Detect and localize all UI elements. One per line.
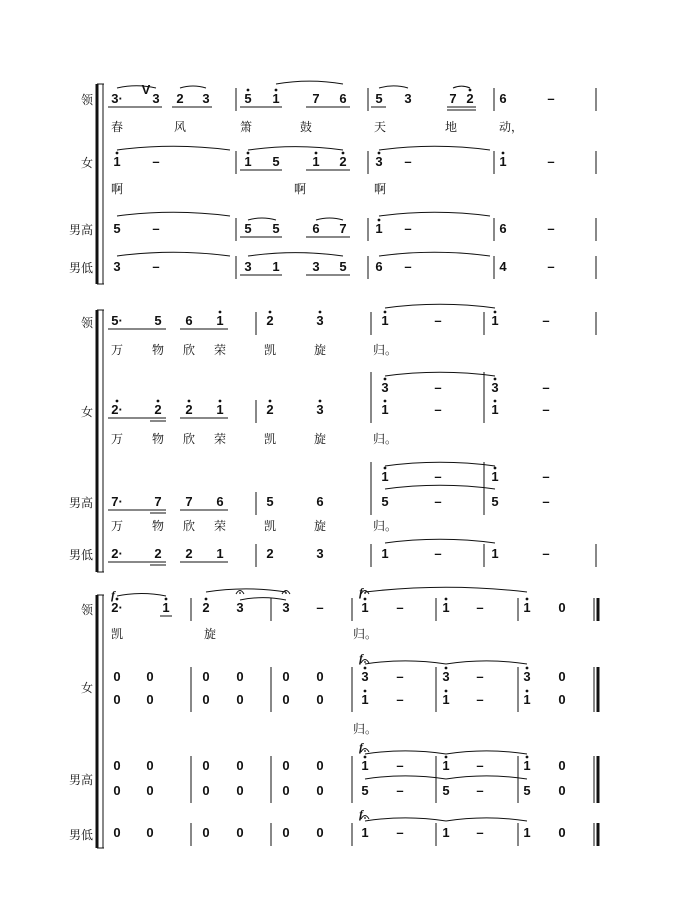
note: 1	[491, 313, 499, 328]
lyric: 凯	[263, 519, 277, 533]
note: 1	[113, 154, 121, 169]
note: –	[476, 600, 484, 615]
note: 7	[449, 91, 457, 106]
octave-dot	[116, 152, 119, 155]
note: 3	[244, 259, 252, 274]
note: 6	[312, 221, 320, 236]
slur	[385, 462, 495, 466]
note: 2	[266, 313, 274, 328]
note: –	[476, 758, 484, 773]
note: 3	[523, 669, 531, 684]
note: 1	[442, 600, 450, 615]
note: 1	[216, 402, 224, 417]
note: 1	[375, 221, 383, 236]
note: –	[476, 669, 484, 684]
slur	[365, 751, 446, 754]
note: 5	[266, 494, 274, 509]
note: 0	[236, 825, 244, 840]
dynamic-mark: f	[359, 651, 363, 665]
note: –	[547, 221, 555, 236]
dynamic-mark: f	[111, 588, 115, 602]
slur	[276, 81, 343, 84]
part-label: 领	[80, 93, 93, 107]
lyric: 旋	[313, 519, 327, 533]
slur	[248, 218, 276, 220]
lyric: 欣	[182, 432, 196, 446]
note: 5·	[111, 313, 123, 328]
note: 1	[491, 402, 499, 417]
slur	[446, 751, 527, 754]
note: 3	[361, 669, 369, 684]
part-label: 女	[80, 405, 93, 419]
dynamic-mark: f	[359, 585, 363, 599]
octave-dot	[364, 598, 367, 601]
note: 1	[523, 758, 531, 773]
note: 0	[282, 669, 290, 684]
lyric: 风	[173, 120, 187, 134]
octave-dot	[469, 89, 472, 92]
note: –	[547, 91, 555, 106]
slur	[385, 539, 495, 543]
note: 0	[316, 758, 324, 773]
lyric: 物	[151, 432, 165, 446]
note: 1	[272, 259, 280, 274]
note: –	[547, 259, 555, 274]
slur	[379, 146, 490, 150]
octave-dot	[269, 400, 272, 403]
note: –	[434, 494, 442, 509]
slur	[379, 252, 490, 256]
note: 0	[236, 783, 244, 798]
note: 0	[113, 758, 121, 773]
note: 2	[266, 402, 274, 417]
note: 0	[146, 783, 154, 798]
octave-dot	[494, 378, 497, 381]
lyric: 万	[110, 343, 124, 357]
lyric: 荣	[213, 519, 227, 533]
part-label: 女	[80, 156, 93, 170]
lyric: 啊	[373, 182, 387, 196]
lyric: 归。	[372, 343, 398, 357]
note: 2	[185, 402, 193, 417]
note: 2	[176, 91, 184, 106]
lyric: 万	[110, 519, 124, 533]
note: 7·	[111, 494, 123, 509]
note: 5	[244, 221, 252, 236]
note: –	[152, 259, 160, 274]
note: –	[404, 154, 412, 169]
note: 0	[236, 669, 244, 684]
note: 6	[499, 221, 507, 236]
lyric: 旋	[203, 627, 217, 641]
part-label: 领	[80, 316, 93, 330]
octave-dot	[494, 311, 497, 314]
lyric: 鼓	[299, 120, 313, 134]
note: 4	[499, 259, 507, 274]
note: 0	[113, 825, 121, 840]
note: 5	[154, 313, 162, 328]
note: 5	[272, 154, 280, 169]
note: 6	[375, 259, 383, 274]
lyric: 旋	[313, 432, 327, 446]
note: 0	[146, 825, 154, 840]
note: 5	[339, 259, 347, 274]
octave-dot	[269, 311, 272, 314]
note: 3	[316, 402, 324, 417]
octave-dot	[378, 219, 381, 222]
octave-dot	[384, 400, 387, 403]
octave-dot	[526, 598, 529, 601]
lyric: 地	[444, 120, 458, 134]
lyric: 物	[151, 343, 165, 357]
note: 0	[202, 758, 210, 773]
note: 3	[312, 259, 320, 274]
octave-dot	[526, 756, 529, 759]
note: 5	[244, 91, 252, 106]
note: –	[396, 669, 404, 684]
slur	[206, 589, 286, 592]
slur	[365, 661, 446, 664]
octave-dot	[315, 152, 318, 155]
note: 1	[442, 758, 450, 773]
slur	[385, 485, 495, 489]
octave-dot	[219, 400, 222, 403]
lyric: 啊	[110, 182, 124, 196]
note: –	[434, 546, 442, 561]
note: 2·	[111, 402, 123, 417]
note: –	[547, 154, 555, 169]
octave-dot	[319, 400, 322, 403]
lyric: 凯	[263, 432, 277, 446]
note: –	[542, 494, 550, 509]
note: 1	[272, 91, 280, 106]
slur	[248, 147, 343, 150]
octave-dot	[247, 89, 250, 92]
octave-dot	[165, 598, 168, 601]
note: 0	[316, 783, 324, 798]
slur	[379, 212, 490, 216]
note: 0	[558, 669, 566, 684]
note: –	[404, 221, 412, 236]
fermata-dot	[364, 750, 366, 752]
part-label: 男高	[68, 496, 93, 510]
octave-dot	[188, 400, 191, 403]
note: 6	[216, 494, 224, 509]
part-label: 男低	[68, 548, 93, 562]
slur	[365, 776, 446, 779]
lyric: 归。	[372, 519, 398, 533]
note: 0	[316, 669, 324, 684]
note: –	[152, 221, 160, 236]
octave-dot	[526, 667, 529, 670]
note: 3	[202, 91, 210, 106]
note: –	[434, 380, 442, 395]
octave-dot	[364, 756, 367, 759]
note: 0	[558, 783, 566, 798]
note: 5	[381, 494, 389, 509]
note: 1	[381, 313, 389, 328]
octave-dot	[342, 152, 345, 155]
note: –	[396, 692, 404, 707]
octave-dot	[116, 598, 119, 601]
note: 3	[236, 600, 244, 615]
note: 5	[442, 783, 450, 798]
slur	[446, 661, 527, 664]
fermata-dot	[364, 661, 366, 663]
note: 6	[499, 91, 507, 106]
note: 0	[316, 825, 324, 840]
part-label: 男高	[68, 223, 93, 237]
part-label: 男低	[68, 261, 93, 275]
note: 0	[113, 692, 121, 707]
octave-dot	[445, 690, 448, 693]
fermata-dot	[239, 592, 241, 594]
fermata-dot	[285, 592, 287, 594]
part-label: 男低	[68, 828, 93, 842]
note: 1	[381, 469, 389, 484]
note: 0	[202, 783, 210, 798]
lyric: 欣	[182, 343, 196, 357]
note: 7	[312, 91, 320, 106]
slur	[385, 304, 495, 308]
note: 2	[202, 600, 210, 615]
lyric: 啊	[293, 182, 307, 196]
slur	[240, 598, 286, 600]
part-label: 男高	[68, 773, 93, 787]
note: 0	[282, 825, 290, 840]
note: 0	[146, 669, 154, 684]
note: 2	[154, 402, 162, 417]
octave-dot	[445, 667, 448, 670]
note: 6	[316, 494, 324, 509]
note: 1	[381, 402, 389, 417]
octave-dot	[364, 690, 367, 693]
note: 5	[375, 91, 383, 106]
note: 0	[282, 758, 290, 773]
note: 6	[185, 313, 193, 328]
breath-mark: V	[141, 82, 151, 97]
fermata-dot	[364, 817, 366, 819]
note: 0	[236, 692, 244, 707]
note: 2	[339, 154, 347, 169]
note: 2	[154, 546, 162, 561]
octave-dot	[445, 598, 448, 601]
note: 1	[523, 692, 531, 707]
note: –	[152, 154, 160, 169]
note: 3	[113, 259, 121, 274]
note: 0	[236, 758, 244, 773]
note: 0	[282, 692, 290, 707]
lyric: 箫	[239, 120, 253, 134]
octave-dot	[526, 690, 529, 693]
lyric: 凯	[263, 343, 277, 357]
octave-dot	[116, 400, 119, 403]
octave-dot	[247, 152, 250, 155]
note: 0	[202, 669, 210, 684]
note: 0	[202, 692, 210, 707]
note: –	[396, 758, 404, 773]
note: 1	[162, 600, 170, 615]
note: 3	[375, 154, 383, 169]
note: 1	[491, 546, 499, 561]
note: –	[434, 313, 442, 328]
slur	[117, 146, 230, 150]
note: 7	[339, 221, 347, 236]
slur	[316, 218, 343, 220]
octave-dot	[502, 152, 505, 155]
lyric: 凯	[110, 627, 124, 641]
note: –	[542, 546, 550, 561]
note: 1	[442, 825, 450, 840]
octave-dot	[384, 311, 387, 314]
note: 2·	[111, 546, 123, 561]
note: 1	[361, 825, 369, 840]
slur	[365, 587, 527, 592]
note: 1	[442, 692, 450, 707]
lyric: 天	[373, 120, 387, 134]
lyric: 物	[151, 519, 165, 533]
octave-dot	[384, 467, 387, 470]
note: 7	[185, 494, 193, 509]
octave-dot	[445, 756, 448, 759]
octave-dot	[494, 400, 497, 403]
note: –	[476, 825, 484, 840]
lyric: 旋	[313, 343, 327, 357]
slur	[365, 818, 446, 821]
part-label: 领	[80, 603, 93, 617]
note: 0	[146, 692, 154, 707]
note: 0	[558, 600, 566, 615]
lyric: 春	[110, 120, 124, 134]
note: 5	[361, 783, 369, 798]
note: 1	[499, 154, 507, 169]
note: 1	[361, 692, 369, 707]
note: 3	[282, 600, 290, 615]
note: 2	[185, 546, 193, 561]
dynamic-mark: f	[359, 740, 363, 754]
note: 0	[146, 758, 154, 773]
note: 1	[361, 600, 369, 615]
note: 1	[216, 546, 224, 561]
slur	[117, 594, 166, 596]
octave-dot	[364, 667, 367, 670]
lyric: 荣	[213, 343, 227, 357]
note: 3	[491, 380, 499, 395]
lyric: 万	[110, 432, 124, 446]
lyric: 欣	[182, 519, 196, 533]
lyric: 归。	[352, 627, 378, 641]
note: 0	[113, 669, 121, 684]
note: 1	[523, 825, 531, 840]
note: –	[396, 600, 404, 615]
slur	[117, 212, 230, 216]
note: 5	[113, 221, 121, 236]
note: 5	[491, 494, 499, 509]
note: 0	[558, 692, 566, 707]
note: –	[404, 259, 412, 274]
lyric: 动，	[498, 120, 524, 134]
lyric: 荣	[213, 432, 227, 446]
note: 1	[216, 313, 224, 328]
note: 0	[316, 692, 324, 707]
note: 1	[312, 154, 320, 169]
note: 2	[466, 91, 474, 106]
note: 2	[266, 546, 274, 561]
slur	[379, 86, 408, 88]
note: 1	[381, 546, 389, 561]
note: 3	[152, 91, 160, 106]
fermata-dot	[364, 592, 366, 594]
note: –	[542, 469, 550, 484]
octave-dot	[219, 311, 222, 314]
note: 5	[272, 221, 280, 236]
note: 0	[113, 783, 121, 798]
note: 3	[316, 313, 324, 328]
slur	[248, 253, 343, 256]
note: –	[434, 402, 442, 417]
note: 0	[558, 758, 566, 773]
note: 5	[523, 783, 531, 798]
slur	[453, 86, 470, 88]
note: –	[396, 783, 404, 798]
part-label: 女	[80, 681, 93, 695]
dynamic-mark: f	[359, 807, 363, 821]
note: 3	[442, 669, 450, 684]
note: 2·	[111, 600, 123, 615]
octave-dot	[378, 152, 381, 155]
slur	[117, 252, 230, 256]
note: 7	[154, 494, 162, 509]
octave-dot	[157, 400, 160, 403]
lyric: 归。	[372, 432, 398, 446]
note: –	[542, 402, 550, 417]
note: 3	[404, 91, 412, 106]
slur	[446, 776, 527, 779]
note: 0	[558, 825, 566, 840]
note: –	[434, 469, 442, 484]
note: 0	[282, 783, 290, 798]
note: –	[476, 692, 484, 707]
slur	[180, 86, 206, 88]
octave-dot	[494, 467, 497, 470]
note: 1	[244, 154, 252, 169]
note: –	[542, 380, 550, 395]
note: 1	[523, 600, 531, 615]
note: 6	[339, 91, 347, 106]
note: 3·	[111, 91, 123, 106]
note: 3	[316, 546, 324, 561]
octave-dot	[384, 378, 387, 381]
slur	[385, 372, 495, 376]
note: –	[316, 600, 324, 615]
note: –	[542, 313, 550, 328]
note: 3	[381, 380, 389, 395]
octave-dot	[319, 311, 322, 314]
lyric: 归。	[352, 722, 378, 736]
note: –	[396, 825, 404, 840]
note: 1	[491, 469, 499, 484]
note: 1	[361, 758, 369, 773]
note: –	[476, 783, 484, 798]
note: 0	[202, 825, 210, 840]
octave-dot	[205, 598, 208, 601]
octave-dot	[275, 89, 278, 92]
slur	[446, 818, 527, 821]
